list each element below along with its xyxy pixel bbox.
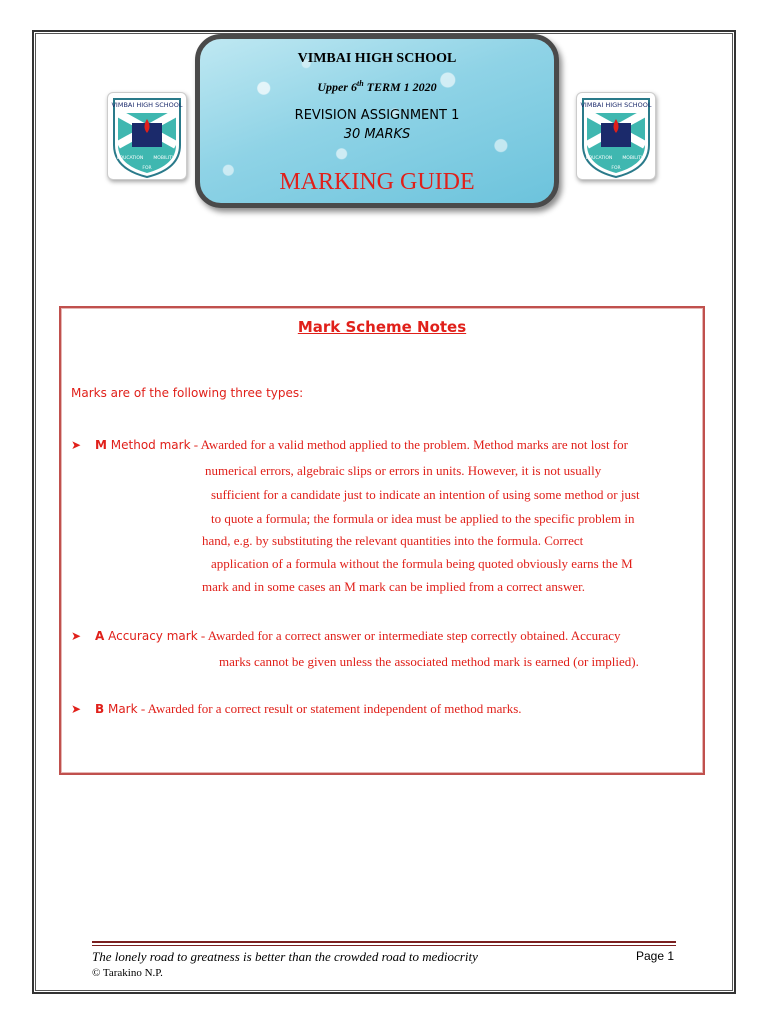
logo-motto-left: EDUCATION [585, 156, 613, 161]
method-mark-line-3: sufficient for a candidate just to indicate an intention of using some method or just [211, 487, 640, 502]
term-sup: th [356, 79, 364, 88]
method-mark-line-5: hand, e.g. by substituting the relevant quantities into the formula. Correct [202, 533, 584, 548]
marking-guide-title: MARKING GUIDE [279, 169, 475, 195]
method-mark-line-2: numerical errors, algebraic slips or errors in units. However, it is not usually [205, 463, 602, 478]
assignment-title: REVISION ASSIGNMENT 1 [294, 108, 460, 123]
accuracy-mark-line-2: marks cannot be given unless the associated method mark is earned (or implied). [219, 654, 639, 669]
school-name: VIMBAI HIGH SCHOOL [297, 51, 457, 66]
method-mark-text: - Awarded for a valid method applied to the problem. Method marks are not lost for [190, 437, 628, 452]
copyright: © Tarakino N.P. [92, 967, 163, 979]
term-suffix: TERM 1 2020 [363, 80, 437, 94]
arrow-bullet-icon: ➤ [71, 702, 82, 716]
notes-title: Mark Scheme Notes [297, 318, 467, 336]
logo-motto-right: MOBILITY [622, 156, 644, 161]
logo-motto-bottom: FOR [142, 166, 152, 171]
method-mark-label: Method mark [106, 438, 191, 452]
footer-quote: The lonely road to greatness is better than the crowded road to mediocrity [92, 949, 478, 964]
method-mark-line-6: application of a formula without the formula being quoted obviously earns the M [211, 556, 633, 571]
logo-motto-right: MOBILITY [153, 156, 175, 161]
term-line [200, 79, 554, 95]
school-logo-right [576, 92, 656, 180]
accuracy-mark-line-1 [95, 628, 621, 644]
school-logo-left [107, 92, 187, 180]
method-mark-line-4: to quote a formula; the formula or idea must be applied to the specific problem in [211, 511, 635, 526]
method-mark-line-1 [95, 437, 628, 453]
logo-top-text: VIMBAI HIGH SCHOOL [580, 101, 652, 109]
logo-motto-bottom: FOR [611, 166, 621, 171]
b-mark-text: - Awarded for a correct result or statement independent of method marks. [137, 701, 522, 716]
total-marks: 30 MARKS [343, 127, 411, 142]
b-mark-letter: B [95, 702, 105, 716]
method-mark-letter: M [95, 438, 107, 452]
accuracy-mark-text: - Awarded for a correct answer or intermediate step correctly obtained. Accuracy [197, 628, 621, 643]
mark-scheme-notes-box [59, 306, 705, 775]
footer-rule-thin [92, 945, 676, 946]
term-prefix: Upper 6 [317, 80, 357, 94]
arrow-bullet-icon: ➤ [71, 438, 82, 452]
arrow-bullet-icon: ➤ [71, 629, 82, 643]
logo-top-text: VIMBAI HIGH SCHOOL [111, 101, 183, 109]
footer-rule [92, 941, 676, 943]
b-mark-label: Mark [104, 702, 138, 716]
method-mark-line-7: mark and in some cases an M mark can be implied from a correct answer. [202, 579, 585, 594]
accuracy-mark-letter: A [95, 629, 105, 643]
b-mark-line-1 [95, 701, 522, 717]
header-banner [195, 34, 559, 208]
notes-intro: Marks are of the following three types: [71, 386, 304, 400]
logo-motto-left: EDUCATION [116, 156, 144, 161]
accuracy-mark-label: Accuracy mark [104, 629, 198, 643]
page-number: Page 1 [636, 949, 675, 963]
